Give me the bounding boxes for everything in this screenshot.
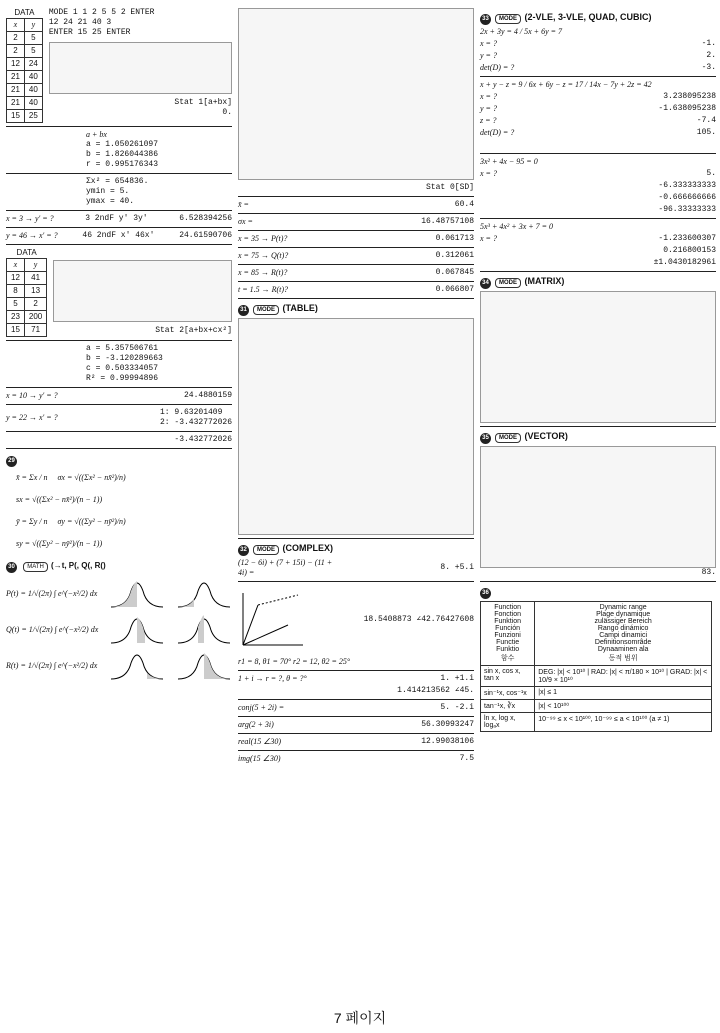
result: 0.066807 [435, 285, 474, 294]
function-header: Function Fonction Funktion Función Funzioni Functie Funktio 함수 [481, 602, 535, 666]
data-table-1 [6, 18, 43, 123]
section-number: 34 [480, 278, 491, 289]
estimate-2 [6, 231, 232, 241]
prob-row [238, 251, 474, 261]
estimate-3 [6, 391, 232, 401]
cell: 5 [24, 32, 42, 45]
regression-1 [6, 130, 232, 170]
complex-row [238, 585, 474, 655]
data-table-2 [6, 258, 47, 337]
matrix-display [480, 291, 716, 423]
cell: 200 [24, 311, 46, 324]
mode-key: MODE [495, 14, 521, 24]
cell: 8 [7, 285, 25, 298]
sigma-row: σx = 16.48757108 [238, 217, 474, 226]
root-3: ±1.043018296i [653, 258, 716, 267]
cell: 15 [7, 110, 25, 123]
coef-r: r = 0.995176343 [86, 160, 159, 169]
regression-2 [6, 344, 232, 384]
sum-x2: Σx² = 654836. [86, 177, 149, 186]
range-cell: |x| ≤ 1 [535, 687, 712, 700]
cell: 40 [24, 71, 42, 84]
result-y: 2. [706, 51, 716, 60]
section-33 [480, 12, 716, 25]
cell: 2 [7, 32, 25, 45]
section-32 [238, 543, 474, 556]
prob-row [238, 234, 474, 244]
r-func-row: R(t) = 1/√(2π) ∫ e^(−x²/2) dx [6, 651, 232, 681]
key-seq: MODE 1 1 2 5 5 2 ENTER [48, 8, 155, 17]
cell: 21 [7, 84, 25, 97]
section-29: 29 x̄ = Σx / n σx = √((Σx² − nx̄²)/n) sx = √((Σx² − nx̄²)/(n − 1)) ȳ = Σy / n σy = √((Σy² − nȳ²)/n) sy = √((Σy² − nȳ²)/(n − 1)) [6, 455, 232, 555]
result-2: 2: -3.432772026 [159, 418, 232, 427]
result: 8. +5.i [440, 563, 474, 572]
section-number: 31 [238, 305, 249, 316]
xbar-row: x̄ = 60.4 [238, 200, 474, 209]
cell: 21 [7, 97, 25, 110]
question: x = 85 → R(t)? [238, 268, 288, 277]
question: x = 10 → y' = ? [6, 391, 58, 400]
bell-curve-icon [176, 651, 232, 681]
stat-mode-zero: 0. [222, 108, 232, 117]
question: y = 46 → x' = ? [6, 231, 58, 240]
result: 18.5408873 ∠42.76427608 [363, 615, 474, 624]
mode-key: MODE [253, 545, 279, 555]
coef-c: c = 0.503334057 [86, 364, 159, 373]
question: (12 − 6i) + (7 + 15i) − (11 + 4i) = [238, 558, 333, 577]
estimate-1 [6, 214, 232, 224]
bell-curve-icon [109, 615, 165, 645]
func-cell: tan⁻¹x, ∛x [481, 700, 535, 713]
complex-row [238, 558, 474, 578]
cell: 2 [7, 45, 25, 58]
complex-row [238, 674, 474, 684]
complex-row [238, 720, 474, 730]
ymin: -96.33333333 [658, 205, 716, 214]
result: 24.4880159 [183, 391, 232, 400]
bell-curve-icon [176, 579, 232, 609]
cell: 12 [7, 272, 25, 285]
result-1: 1: 9.63201409 [159, 408, 223, 417]
key-seq: 12 24 21 40 3 [48, 18, 112, 27]
section-number: 32 [238, 545, 249, 556]
section-title: (VECTOR) [524, 431, 568, 441]
calc-display [49, 42, 232, 94]
result: 0.067845 [435, 268, 474, 277]
data-title: DATA [16, 248, 37, 257]
xbar-result: 60.4 [454, 200, 474, 209]
key-seq: 3 2ndF y' 3y' [85, 214, 148, 223]
result-y: -1.638095238 [658, 104, 716, 113]
section-31 [238, 303, 474, 316]
result: 1. +1.i [440, 674, 474, 683]
result: 6.528394256 [179, 214, 232, 223]
question: r1 = 8, θ1 = 70° r2 = 12, θ2 = 25° [238, 657, 351, 666]
root-1: 5. [706, 169, 716, 178]
result: 7.5 [459, 754, 474, 763]
complex-row [238, 737, 474, 747]
section-36 [480, 586, 716, 599]
question: arg(2 + 3i) [238, 720, 274, 729]
result-d: -3. [701, 63, 716, 72]
data-editor-display [238, 8, 474, 180]
question: x = 3 → y' = ? [6, 214, 54, 223]
section-30 [6, 561, 232, 681]
column-2 [238, 8, 474, 766]
column-3 [480, 8, 716, 732]
table-display [238, 318, 474, 535]
coef-b: b = 1.826044386 [86, 150, 159, 159]
section-title: (COMPLEX) [282, 543, 334, 553]
result: 24.61590706 [179, 231, 232, 240]
cell: 5 [7, 298, 25, 311]
cell: 12 [7, 58, 25, 71]
key-seq: 46 2ndF x' 46x' [82, 231, 155, 240]
eq-block-3: 3x² + 4x − 95 = 0 x = ? 5. -6.333333333 -0.666666666 -96.33333333 [480, 157, 716, 214]
range-cell: |x| < 10¹⁰⁰ [535, 700, 712, 713]
cell: 24 [24, 58, 42, 71]
section-34 [480, 276, 716, 289]
regression-eq: a + bx [86, 130, 107, 139]
result: 12.99038106 [421, 737, 474, 746]
header-x: x [7, 259, 25, 272]
header-y: y [24, 259, 46, 272]
result: 0.061713 [435, 234, 474, 243]
eq-block-1: 2x + 3y = 4 / 5x + 6y = 7 x = ? -1. y = ? 2. det(D) = ? -3. [480, 27, 716, 72]
cell: 13 [24, 285, 46, 298]
result: -3.432772026 [174, 435, 232, 444]
key-seq: ENTER 15 25 ENTER [48, 28, 131, 37]
question: y = 22 → x' = ? [6, 413, 58, 422]
func-cell: ln x, log x, logₐx [481, 713, 535, 732]
root-2: 0.216800153 [663, 246, 716, 255]
result-d: 105. [696, 128, 716, 137]
question: x = 35 → P(t)? [238, 234, 288, 243]
calc-display [53, 260, 232, 322]
cell: 23 [7, 311, 25, 324]
bell-curve-icon [109, 651, 165, 681]
range-header: Dynamic range Plage dynamique zulässiger Bereich Rango dinámico Campi dinamici Definitionsomrâde Dynaaminen ala 동적 범위 [535, 602, 712, 666]
cell: 40 [24, 84, 42, 97]
data-title: DATA [14, 8, 35, 17]
sums-1 [6, 177, 232, 207]
section-number: 29 [6, 456, 17, 467]
prob-row [238, 268, 474, 278]
range-table [480, 601, 712, 732]
stat-data-block-2 [6, 248, 232, 337]
complex-row [238, 754, 474, 764]
question: 1 + i → r = ?, θ = ?° [238, 674, 307, 683]
section-title: (→t, P(, Q(, R() [51, 561, 106, 570]
bell-curve-icon [176, 615, 232, 645]
section-number: 30 [6, 562, 17, 573]
section-title: (2-VLE, 3-VLE, QUAD, CUBIC) [524, 12, 652, 22]
coef-a: a = 1.050261097 [86, 140, 159, 149]
dot-result: 83. [701, 568, 716, 577]
eq-block-4: 5x³ + 4x² + 3x + 7 = 0 x = ? -1.233600307 0.216800153 ±1.043018296i [480, 222, 716, 267]
cell: 15 [7, 324, 25, 337]
coef-a: a = 5.357506761 [86, 344, 159, 353]
section-35 [480, 431, 716, 444]
complex-row [238, 686, 474, 696]
cell: 2 [24, 298, 46, 311]
cell: 40 [24, 97, 42, 110]
coef-r2: R² = 0.99994896 [86, 374, 159, 383]
ymax: ymax = 40. [86, 197, 135, 206]
stat-mode-title: Stat 2[a+bx+cx²] [155, 326, 232, 335]
func-cell: sin⁻¹x, cos⁻¹x [481, 687, 535, 700]
cell: 25 [24, 110, 42, 123]
result: 5. -2.i [440, 703, 474, 712]
vector-diagram-icon [238, 590, 308, 650]
question: t = 1.5 → R(t)? [238, 285, 289, 294]
func-cell: sin x, cos x, tan x [481, 666, 535, 687]
section-number: 36 [480, 588, 491, 599]
question: conj(5 + 2i) = [238, 703, 285, 712]
cell: 5 [24, 45, 42, 58]
stat-data-block-1 [6, 8, 232, 123]
section-title: (TABLE) [282, 303, 318, 313]
question: x = 75 → Q(t)? [238, 251, 289, 260]
stat-mode-title: Stat 1[a+bx] [174, 98, 232, 107]
complex-row [238, 703, 474, 713]
section-number: 33 [480, 14, 491, 25]
p-func-row: P(t) = 1/√(2π) ∫ e^(−x²/2) dx [6, 579, 232, 609]
bell-curve-icon [109, 579, 165, 609]
header-y: y [24, 19, 42, 32]
result: 0.312061 [435, 251, 474, 260]
estimate-4 [6, 408, 232, 428]
section-title: (MATRIX) [524, 276, 565, 286]
range-cell: DEG: |x| < 10¹⁰ | RAD: |x| < π/180 × 10¹⁰ | GRAD: |x| < 10/9 × 10¹⁰ [535, 666, 712, 687]
question: real(15 ∠30) [238, 737, 282, 746]
result-z: -7.4 [696, 116, 716, 125]
result: 1.414213562 ∠45. [397, 686, 474, 695]
root-1: -1.233600307 [658, 234, 716, 243]
vector-display [480, 446, 716, 568]
mode-key: MODE [495, 433, 521, 443]
prob-row [238, 285, 474, 295]
stat-sd-title: Stat 0[SD] [425, 183, 474, 192]
math-key: MATH [23, 562, 48, 572]
q-func-row: Q(t) = 1/√(2π) ∫ e^(−x²/2) dx [6, 615, 232, 645]
equation: 2x + 3y = 4 / 5x + 6y = 7 [480, 27, 563, 36]
column-1 [6, 8, 232, 683]
eq-block-2: x + y − z = 9 / 6x + 6y − z = 17 / 14x − 7y + 2z = 42 x = ? 3.238095238 y = ? -1.638095238 z = ? -7.4 det(D) = ? 105. [480, 80, 716, 137]
result: 56.30993247 [421, 720, 474, 729]
cell: 71 [24, 324, 46, 337]
result-x: 3.238095238 [663, 92, 716, 101]
root-2: -6.333333333 [658, 181, 716, 190]
question: img(15 ∠30) [238, 754, 281, 763]
equation: 3x² + 4x − 95 = 0 [480, 157, 538, 166]
range-cell: 10⁻⁹⁹ ≤ x < 10¹⁰⁰, 10⁻⁹⁹ ≤ a < 10¹⁰⁰ (a ≠ 1) [535, 713, 712, 732]
sigma-result: 16.48757108 [421, 217, 474, 226]
page-number: 7 페이지 [333, 1010, 387, 1026]
x-value: -0.666666666 [658, 193, 716, 202]
header-x: x [7, 19, 25, 32]
section-number: 35 [480, 433, 491, 444]
mode-key: MODE [253, 305, 279, 315]
coef-b: b = -3.120289663 [86, 354, 163, 363]
mode-key: MODE [495, 278, 521, 288]
equation: 5x³ + 4x² + 3x + 7 = 0 [480, 222, 554, 231]
ymin: ymin = 5. [86, 187, 130, 196]
result-x: -1. [701, 39, 716, 48]
cell: 41 [24, 272, 46, 285]
cell: 21 [7, 71, 25, 84]
